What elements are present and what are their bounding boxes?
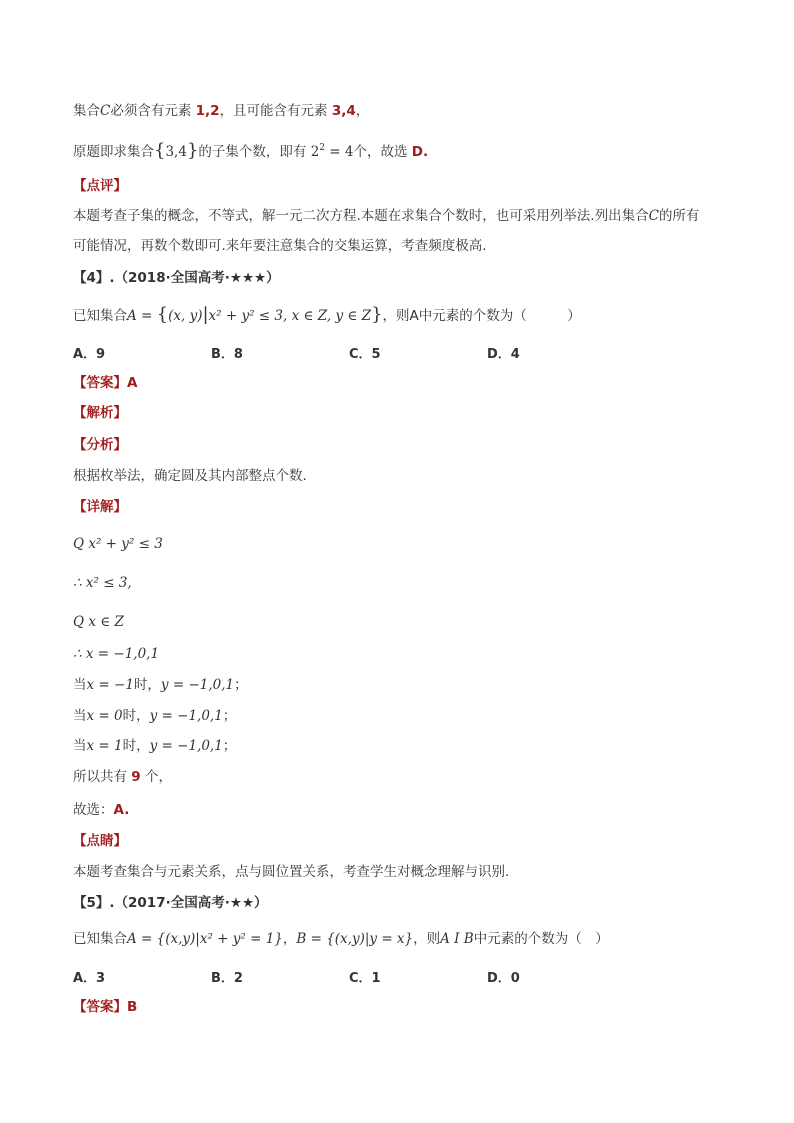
math-expr: x = 0 bbox=[86, 708, 123, 724]
option-a: A．9 bbox=[73, 347, 106, 362]
brace-left: { bbox=[156, 304, 169, 325]
analysis-text: 根据枚举法，确定圆及其内部整点个数. bbox=[73, 468, 307, 484]
text: 的子集个数，即有 bbox=[198, 144, 311, 160]
heading-dianping: 【点评】 bbox=[73, 178, 127, 194]
math-eq: = bbox=[136, 308, 157, 324]
math-expr: y = −1,0,1 bbox=[149, 738, 223, 754]
text: ， bbox=[282, 931, 297, 947]
math-set-b: B = {(x,y)|y = x} bbox=[296, 931, 414, 947]
answer-value: A bbox=[127, 375, 138, 391]
text: 当 bbox=[73, 677, 87, 693]
math-set: 3,4 bbox=[165, 144, 187, 160]
math-eq: = 4 bbox=[325, 144, 354, 160]
text: 集合 bbox=[73, 103, 100, 119]
math-var: C bbox=[648, 208, 659, 224]
text-line-set-c bbox=[73, 101, 369, 121]
text: ； bbox=[234, 677, 248, 693]
text: 个，故选 bbox=[353, 144, 412, 160]
heading-xiangjie: 【详解】 bbox=[73, 499, 127, 515]
text: 时， bbox=[133, 677, 161, 693]
math-var: C bbox=[100, 103, 111, 119]
brace-left: { bbox=[154, 140, 166, 161]
option-d: D．4 bbox=[487, 347, 520, 362]
math-intersection: A I B bbox=[440, 931, 474, 947]
text: ，且可能含有元素 bbox=[219, 103, 332, 119]
case-1 bbox=[73, 675, 248, 695]
math-base: 2 bbox=[310, 144, 320, 160]
text: 中元素的个数为（ ） bbox=[473, 931, 609, 947]
answer-value: D. bbox=[411, 144, 429, 160]
option-a: A．3 bbox=[73, 971, 106, 986]
math-pair: (x, y) bbox=[168, 308, 203, 324]
math-set-a: A = {(x,y)|x² + y² = 1} bbox=[127, 931, 283, 947]
brace-right: } bbox=[371, 304, 383, 325]
text: 当 bbox=[73, 708, 87, 724]
math-condition: x² + y² ≤ 3, x ∈ Z, y ∈ Z bbox=[208, 308, 372, 324]
question-4-title: 【4】.（2018·全国高考·★★★） bbox=[73, 270, 280, 286]
answer-label: 【答案】 bbox=[73, 375, 127, 391]
dianjing-text: 本题考查集合与元素关系，点与圆位置关系，考查学生对概念理解与识别. bbox=[73, 864, 510, 880]
math-expr: y = −1,0,1 bbox=[160, 677, 235, 693]
review-line-1 bbox=[73, 206, 699, 226]
math-expr: x = 1 bbox=[86, 738, 123, 754]
value: 1,2 bbox=[195, 103, 220, 119]
text: ， bbox=[355, 103, 370, 119]
text: 的所有 bbox=[658, 208, 700, 224]
math-expr: y = −1,0,1 bbox=[149, 708, 223, 724]
text: ，则A中元素的个数为（ ） bbox=[382, 308, 581, 324]
text: 时， bbox=[122, 738, 150, 754]
text: 必须含有元素 bbox=[110, 103, 196, 119]
text: ； bbox=[222, 738, 237, 754]
case-2 bbox=[73, 706, 236, 726]
total-line bbox=[73, 767, 172, 787]
choose-line bbox=[73, 800, 129, 820]
text: 个， bbox=[140, 769, 172, 785]
question-5-title: 【5】.（2017·全国高考·★★） bbox=[73, 895, 268, 911]
total-value: 9 bbox=[131, 769, 141, 785]
text: 当 bbox=[73, 738, 87, 754]
option-c: C．5 bbox=[349, 347, 381, 362]
brace-right: } bbox=[186, 140, 199, 161]
text: 已知集合 bbox=[73, 931, 127, 947]
math-var: A bbox=[127, 308, 137, 324]
step-1: Q x² + y² ≤ 3 bbox=[73, 536, 163, 552]
review-line-2: 可能情况，再数个数即可.来年要注意集合的交集运算，考查频度极高. bbox=[73, 238, 487, 254]
text: ； bbox=[222, 708, 237, 724]
heading-fenxi: 【分析】 bbox=[73, 437, 127, 453]
text: 已知集合 bbox=[73, 308, 127, 324]
step-2: ∴ x² ≤ 3, bbox=[73, 575, 132, 591]
option-d: D．0 bbox=[487, 971, 520, 986]
answer-value: A. bbox=[113, 802, 130, 818]
answer-value: B bbox=[127, 999, 138, 1015]
case-3 bbox=[73, 736, 236, 756]
math-expr: x = −1 bbox=[86, 677, 134, 693]
value: 3,4 bbox=[331, 103, 356, 119]
text: ，则 bbox=[413, 931, 441, 947]
text: 时， bbox=[122, 708, 150, 724]
heading-jiexi: 【解析】 bbox=[73, 405, 127, 421]
step-3: Q x ∈ Z bbox=[73, 614, 124, 630]
option-b: B．8 bbox=[211, 347, 243, 362]
heading-dianjing: 【点睛】 bbox=[73, 833, 127, 849]
answer-line-5 bbox=[73, 997, 137, 1017]
option-b: B．2 bbox=[211, 971, 243, 986]
text: 所以共有 bbox=[73, 769, 132, 785]
question-5-stem bbox=[73, 929, 609, 949]
answer-label: 【答案】 bbox=[73, 999, 127, 1015]
text: 原题即求集合 bbox=[73, 144, 154, 160]
question-4-stem bbox=[73, 305, 581, 326]
step-4: ∴ x = −1,0,1 bbox=[73, 646, 160, 662]
text-line-subset-count bbox=[73, 138, 428, 162]
answer-line-4 bbox=[73, 373, 137, 393]
math-bar: | bbox=[202, 304, 209, 325]
text: 故选： bbox=[73, 802, 114, 818]
math-exponent: 2 bbox=[319, 143, 326, 153]
option-c: C．1 bbox=[349, 971, 381, 986]
text: 本题考查子集的概念，不等式，解一元二次方程.本题在求集合个数时，也可采用列举法.列出集合 bbox=[73, 208, 649, 224]
